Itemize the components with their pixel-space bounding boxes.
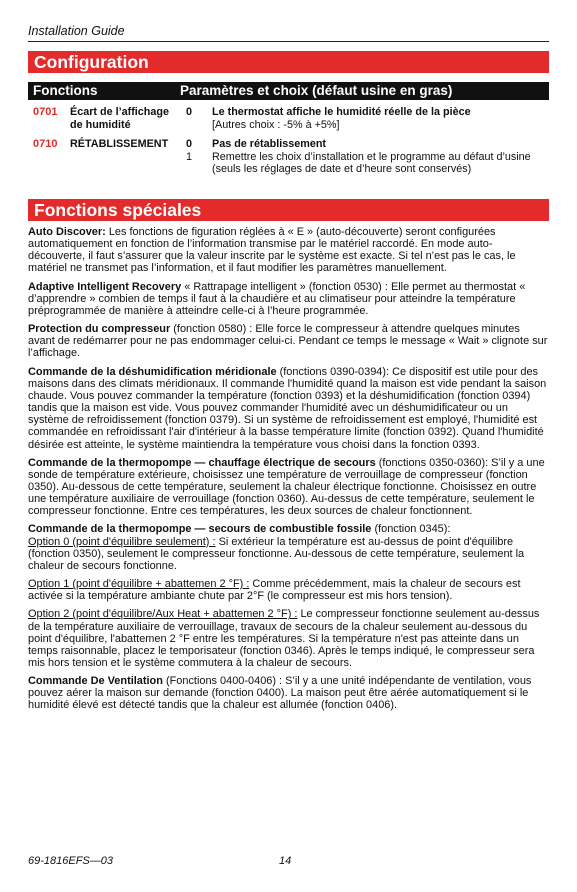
paragraph-lead: Protection du compresseur xyxy=(28,323,171,336)
option-values xyxy=(186,106,192,119)
paragraph-lead: Commande de la déshumidification méridionale xyxy=(28,365,277,378)
paragraph-heatpump-electric xyxy=(28,457,549,518)
paragraph-lead: Commande de la thermopompe — chauffage électrique de secours xyxy=(28,456,376,469)
option-description-default: Le thermostat affiche le humidité réelle de la pièce xyxy=(212,106,471,118)
option-value: 0 xyxy=(186,138,193,150)
section-title-configuration: Configuration xyxy=(28,51,549,73)
option-1-label: Option 1 (point d'équilibre + abattemen 2 °F) : xyxy=(28,578,250,591)
option-descriptions xyxy=(212,106,552,131)
function-name: Écart de l’affichage de humidité xyxy=(70,106,170,131)
document-header-title: Installation Guide xyxy=(28,24,125,38)
option-description: Remettre les choix d’installation et le programme au défaut d’usine (seuls les réglages de date et d’heure sont conservés) xyxy=(212,150,531,175)
paragraph-text: Les fonctions de figuration réglées à « E » (auto-découverte) seront configurées automatiquement en fonction de l’information transmise par le matériel raccordé. En mode auto-découverte, il faut s’assurer que la valeur inscrite par le système est exacte. Si tel n’est pas le cas, le matériel ne transmet pas l’information, et il faut modifier les paramètres manuellement. xyxy=(28,226,516,275)
header-divider xyxy=(28,41,549,42)
paragraph-text: (fonction 0345): xyxy=(371,523,451,536)
function-name: RÉTABLISSEMENT xyxy=(70,138,169,150)
paragraph-lead: Commande De Ventilation xyxy=(28,675,163,688)
paragraph-text: (fonction 0580) : Elle force le compresseur à attendre quelques minutes avant de redémarrer pour ne pas endommager celui-ci. Pendant ce temps le message « Wait » clignote sur l’affichage. xyxy=(28,323,548,360)
option-1-text: Comme précédemment, mais la chaleur de secours est activée si la température ambiante chute par 2°F (le compresseur est mis hors tension). xyxy=(28,578,521,603)
column-header-parameters: Paramètres et choix (défaut usine en gras) xyxy=(180,83,453,98)
option-values xyxy=(186,138,192,163)
option-2-label: Option 2 (point d'équilibre/Aux Heat + abattemen 2 °F) : xyxy=(28,608,298,621)
option-0-label: Option 0 (point d'équilibre seulement) : xyxy=(28,535,216,548)
paragraph-option-1 xyxy=(28,578,549,602)
option-description: [Autres choix : -5% à +5%] xyxy=(212,118,340,131)
section-title-special-functions: Fonctions spéciales xyxy=(28,199,549,221)
paragraph-heatpump-fossil xyxy=(28,523,549,572)
paragraph-auto-discover xyxy=(28,226,549,275)
function-code: 0710 xyxy=(33,138,58,150)
function-code: 0701 xyxy=(33,106,58,118)
paragraph-option-2 xyxy=(28,608,549,669)
footer-page-number: 14 xyxy=(279,855,292,867)
config-table-header xyxy=(28,82,549,100)
option-0-text: Si extérieur la température est au-dessus de point d'équilibre (fonction 0350), seulement le compresseur fonctionne. Au-dessous de cette température, seulement la chaleur de secours fonctionne. xyxy=(28,535,525,572)
paragraph-lead: Adaptive Intelligent Recovery xyxy=(28,280,182,293)
option-description-default: Pas de rétablissement xyxy=(212,138,327,150)
paragraph-compressor-protection xyxy=(28,323,549,359)
paragraph-lead: Auto Discover: xyxy=(28,226,106,238)
option-descriptions xyxy=(212,138,552,176)
option-value: 1 xyxy=(186,150,193,163)
paragraph-dehumidification xyxy=(28,366,549,451)
option-2-text: Le compresseur fonctionne seulement au-dessus de la température auxiliaire de verrouillage, travaux de secours de la chaleur seulement au-dessous du point d'équilibre, l'abattemen 2 °F entre les températures. Si la température n'est pas atteinte dans un temps raisonnable, placez le temporisateur (fonction 0346). Après le temps indiqué, le compresseur sera mis hors tension et le système commutera à la chaleur de secours. xyxy=(28,608,540,669)
paragraph-text: (fonctions 0350-0360): S’il y a une sonde de température extérieure, choisissez une température de verrouillage de compresseur (fonction 0350). Au-dessous de cette température, seulement la chaleur électrique fonctionne. Choisissez en outre une température auxiliaire de verrouillage (fonction 0360). Au-dessus de cette température, seulement le compresseur fonctionne. Entre ces températures, les deux sources de chaleur fonctionnent. xyxy=(28,456,545,518)
paragraph-text: (fonctions 0390-0394): Ce dispositif est utile pour des maisons dans des climats méridionaux. Il commande l'humidité quand la maison est vide pendant la saison chaude. Vous pouvez commander la température (fonction 0393) et la déshumidification (fonction 0394) tandis que la maison est vide. Vous pouvez commander l'humidité avec un déshumidificateur ou un système de refroidissement (fonction 0379). Si un système de refroidissement est employé, l'humidité est commandée en refroidissant l'air d'intérieur à la basse température limite (fonction 0392). Quand l'humidité désirée est atteinte, le système maintiendra la température vous choisi dans la fonction 0393. xyxy=(28,365,547,451)
option-value: 0 xyxy=(186,106,193,118)
paragraph-text: « Rattrapage intelligent » (fonction 0530) : Elle permet au thermostat « d’apprendre » combien de temps il faut à la chaudière et au climatiseur pour atteindre la température préprogrammée de manière à atteindre celle-ci à l’heure programmée. xyxy=(28,280,526,317)
paragraph-lead: Commande de la thermopompe — secours de combustible fossile xyxy=(28,523,372,536)
paragraph-adaptive-recovery xyxy=(28,281,549,317)
paragraph-text: (Fonctions 0400-0406) : S’il y a une unité indépendante de ventilation, vous pouvez aérer la maison sur demande (fonction 0400). La maison peut être aérée automatiquement si le humidité élevé est détecté tandis que la chaleur est allumée (fonction 0406). xyxy=(28,675,532,712)
column-header-functions: Fonctions xyxy=(33,83,98,98)
paragraph-ventilation xyxy=(28,675,549,711)
footer-document-number: 69-1816EFS—03 xyxy=(28,855,113,867)
special-functions-body xyxy=(28,226,549,712)
